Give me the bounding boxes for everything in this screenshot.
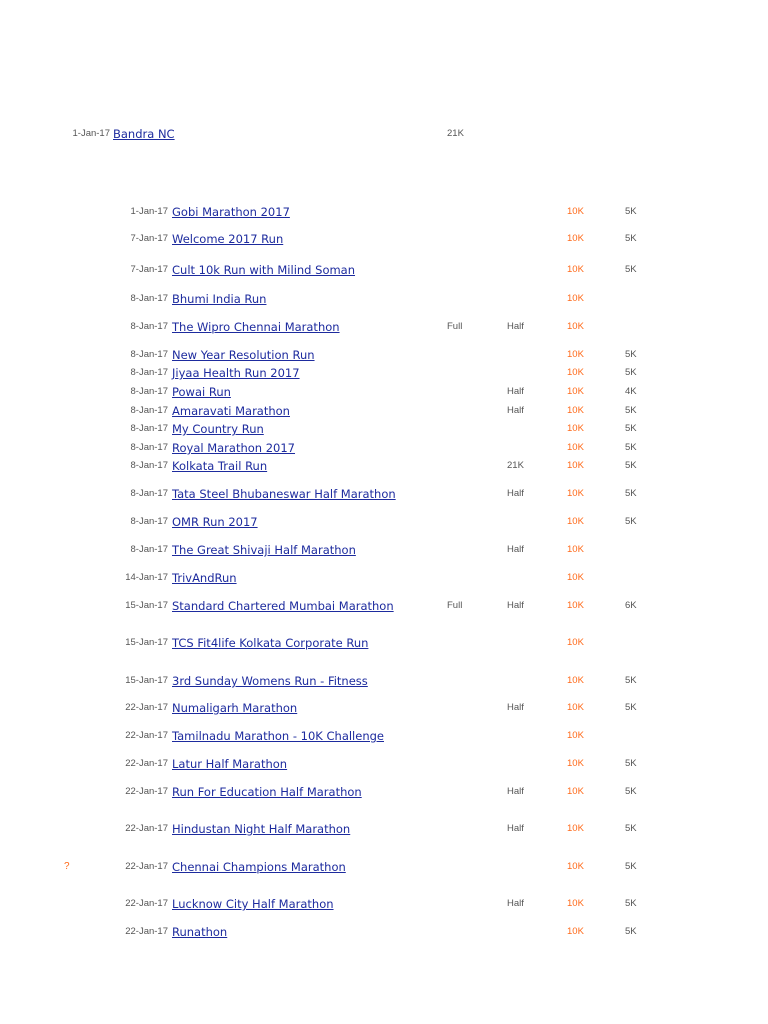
ten-k-distance: 10K xyxy=(567,460,584,471)
race-name-link[interactable]: Amaravati Marathon xyxy=(172,404,290,418)
race-name-link[interactable]: Welcome 2017 Run xyxy=(172,232,284,246)
race-row xyxy=(0,859,768,875)
race-name-link[interactable]: Cult 10k Run with Milind Soman xyxy=(172,263,356,277)
race-row xyxy=(0,570,768,586)
race-row xyxy=(0,319,768,335)
race-row xyxy=(0,384,768,400)
five-k-distance: 5K xyxy=(625,898,637,909)
row-marker: ? xyxy=(64,861,70,872)
race-row xyxy=(0,231,768,247)
race-row xyxy=(0,262,768,278)
five-k-distance: 5K xyxy=(625,405,637,416)
five-k-distance: 5K xyxy=(625,926,637,937)
race-name-link[interactable]: Powai Run xyxy=(172,385,231,399)
race-name-link[interactable]: New Year Resolution Run xyxy=(172,348,315,362)
race-name-link[interactable]: Chennai Champions Marathon xyxy=(172,860,346,874)
five-k-distance: 5K xyxy=(625,460,637,471)
race-date: 22-Jan-17 xyxy=(125,823,168,834)
race-date: 7-Jan-17 xyxy=(130,233,168,244)
race-date: 14-Jan-17 xyxy=(125,572,168,583)
race-row xyxy=(0,291,768,307)
half-distance: Half xyxy=(507,600,524,611)
race-row xyxy=(0,458,768,474)
race-date: 8-Jan-17 xyxy=(130,321,168,332)
race-date: 7-Jan-17 xyxy=(130,264,168,275)
ten-k-distance: 10K xyxy=(567,233,584,244)
race-date: 8-Jan-17 xyxy=(130,367,168,378)
race-date: 8-Jan-17 xyxy=(130,442,168,453)
full-distance: Full xyxy=(447,321,463,332)
race-name-link[interactable]: The Great Shivaji Half Marathon xyxy=(172,543,356,557)
half-distance: Half xyxy=(507,386,524,397)
race-name-link[interactable]: OMR Run 2017 xyxy=(172,515,258,529)
five-k-distance: 5K xyxy=(625,675,637,686)
ten-k-distance: 10K xyxy=(567,516,584,527)
race-row xyxy=(0,896,768,912)
race-date: 22-Jan-17 xyxy=(125,898,168,909)
half-distance: 21K xyxy=(507,460,524,471)
race-row xyxy=(0,126,768,142)
race-row xyxy=(0,403,768,419)
ten-k-distance: 10K xyxy=(567,423,584,434)
race-row xyxy=(0,514,768,530)
five-k-distance: 5K xyxy=(625,516,637,527)
race-date: 8-Jan-17 xyxy=(130,516,168,527)
race-date: 22-Jan-17 xyxy=(125,786,168,797)
ten-k-distance: 10K xyxy=(567,898,584,909)
half-distance: Half xyxy=(507,823,524,834)
ten-k-distance: 10K xyxy=(567,675,584,686)
ten-k-distance: 10K xyxy=(567,637,584,648)
race-row xyxy=(0,784,768,800)
five-k-distance: 5K xyxy=(625,786,637,797)
full-distance: Full xyxy=(447,600,463,611)
ten-k-distance: 10K xyxy=(567,386,584,397)
full-distance: 21K xyxy=(447,128,464,139)
race-row xyxy=(0,821,768,837)
race-date: 1-Jan-17 xyxy=(130,206,168,217)
ten-k-distance: 10K xyxy=(567,488,584,499)
ten-k-distance: 10K xyxy=(567,367,584,378)
race-date: 8-Jan-17 xyxy=(130,386,168,397)
ten-k-distance: 10K xyxy=(567,926,584,937)
five-k-distance: 5K xyxy=(625,233,637,244)
race-row xyxy=(0,365,768,381)
ten-k-distance: 10K xyxy=(567,823,584,834)
race-name-link[interactable]: Numaligarh Marathon xyxy=(172,701,298,715)
race-name-link[interactable]: Latur Half Marathon xyxy=(172,757,288,771)
race-date: 22-Jan-17 xyxy=(125,730,168,741)
race-date: 22-Jan-17 xyxy=(125,926,168,937)
race-name-link[interactable]: Gobi Marathon 2017 xyxy=(172,205,290,219)
race-date: 8-Jan-17 xyxy=(130,405,168,416)
five-k-distance: 4K xyxy=(625,386,637,397)
race-row xyxy=(0,204,768,220)
race-name-link[interactable]: Bandra NC xyxy=(113,127,175,141)
five-k-distance: 5K xyxy=(625,823,637,834)
race-name-link[interactable]: Kolkata Trail Run xyxy=(172,459,268,473)
race-date: 15-Jan-17 xyxy=(125,600,168,611)
ten-k-distance: 10K xyxy=(567,861,584,872)
race-name-link[interactable]: The Wipro Chennai Marathon xyxy=(172,320,340,334)
race-row xyxy=(0,728,768,744)
race-row xyxy=(0,700,768,716)
race-row xyxy=(0,924,768,940)
race-name-link[interactable]: Runathon xyxy=(172,925,228,939)
race-name-link[interactable]: TCS Fit4life Kolkata Corporate Run xyxy=(172,636,369,650)
race-name-link[interactable]: My Country Run xyxy=(172,422,264,436)
five-k-distance: 6K xyxy=(625,600,637,611)
half-distance: Half xyxy=(507,321,524,332)
ten-k-distance: 10K xyxy=(567,349,584,360)
half-distance: Half xyxy=(507,898,524,909)
ten-k-distance: 10K xyxy=(567,758,584,769)
ten-k-distance: 10K xyxy=(567,264,584,275)
five-k-distance: 5K xyxy=(625,442,637,453)
ten-k-distance: 10K xyxy=(567,442,584,453)
race-row xyxy=(0,347,768,363)
race-date: 8-Jan-17 xyxy=(130,460,168,471)
race-date: 8-Jan-17 xyxy=(130,293,168,304)
ten-k-distance: 10K xyxy=(567,600,584,611)
ten-k-distance: 10K xyxy=(567,786,584,797)
race-name-link[interactable]: Jiyaa Health Run 2017 xyxy=(172,366,300,380)
half-distance: Half xyxy=(507,488,524,499)
race-name-link[interactable]: TrivAndRun xyxy=(172,571,237,585)
five-k-distance: 5K xyxy=(625,861,637,872)
race-date: 15-Jan-17 xyxy=(125,637,168,648)
half-distance: Half xyxy=(507,544,524,555)
five-k-distance: 5K xyxy=(625,349,637,360)
race-row xyxy=(0,486,768,502)
race-name-link[interactable]: Royal Marathon 2017 xyxy=(172,441,296,455)
race-date: 1-Jan-17 xyxy=(72,128,110,139)
race-name-link[interactable]: Tata Steel Bhubaneswar Half Marathon xyxy=(172,487,396,501)
race-row xyxy=(0,440,768,456)
race-date: 22-Jan-17 xyxy=(125,758,168,769)
race-date: 22-Jan-17 xyxy=(125,861,168,872)
five-k-distance: 5K xyxy=(625,702,637,713)
race-name-link[interactable]: Run For Education Half Marathon xyxy=(172,785,362,799)
race-date: 15-Jan-17 xyxy=(125,675,168,686)
race-date: 8-Jan-17 xyxy=(130,349,168,360)
race-date: 8-Jan-17 xyxy=(130,544,168,555)
race-name-link[interactable]: 3rd Sunday Womens Run - Fitness xyxy=(172,674,368,688)
half-distance: Half xyxy=(507,702,524,713)
race-name-link[interactable]: Standard Chartered Mumbai Marathon xyxy=(172,599,394,613)
ten-k-distance: 10K xyxy=(567,544,584,555)
race-row xyxy=(0,421,768,437)
five-k-distance: 5K xyxy=(625,367,637,378)
race-name-link[interactable]: Tamilnadu Marathon - 10K Challenge xyxy=(172,729,384,743)
ten-k-distance: 10K xyxy=(567,572,584,583)
ten-k-distance: 10K xyxy=(567,206,584,217)
race-name-link[interactable]: Lucknow City Half Marathon xyxy=(172,897,334,911)
five-k-distance: 5K xyxy=(625,758,637,769)
ten-k-distance: 10K xyxy=(567,321,584,332)
half-distance: Half xyxy=(507,405,524,416)
five-k-distance: 5K xyxy=(625,423,637,434)
race-date: 22-Jan-17 xyxy=(125,702,168,713)
half-distance: Half xyxy=(507,786,524,797)
race-row xyxy=(0,756,768,772)
five-k-distance: 5K xyxy=(625,264,637,275)
race-row xyxy=(0,542,768,558)
race-row xyxy=(0,598,768,614)
race-date: 8-Jan-17 xyxy=(130,423,168,434)
race-name-link[interactable]: Hindustan Night Half Marathon xyxy=(172,822,351,836)
ten-k-distance: 10K xyxy=(567,405,584,416)
race-date: 8-Jan-17 xyxy=(130,488,168,499)
ten-k-distance: 10K xyxy=(567,730,584,741)
race-row xyxy=(0,635,768,651)
ten-k-distance: 10K xyxy=(567,293,584,304)
five-k-distance: 5K xyxy=(625,206,637,217)
race-row xyxy=(0,673,768,689)
five-k-distance: 5K xyxy=(625,488,637,499)
race-name-link[interactable]: Bhumi India Run xyxy=(172,292,267,306)
ten-k-distance: 10K xyxy=(567,702,584,713)
